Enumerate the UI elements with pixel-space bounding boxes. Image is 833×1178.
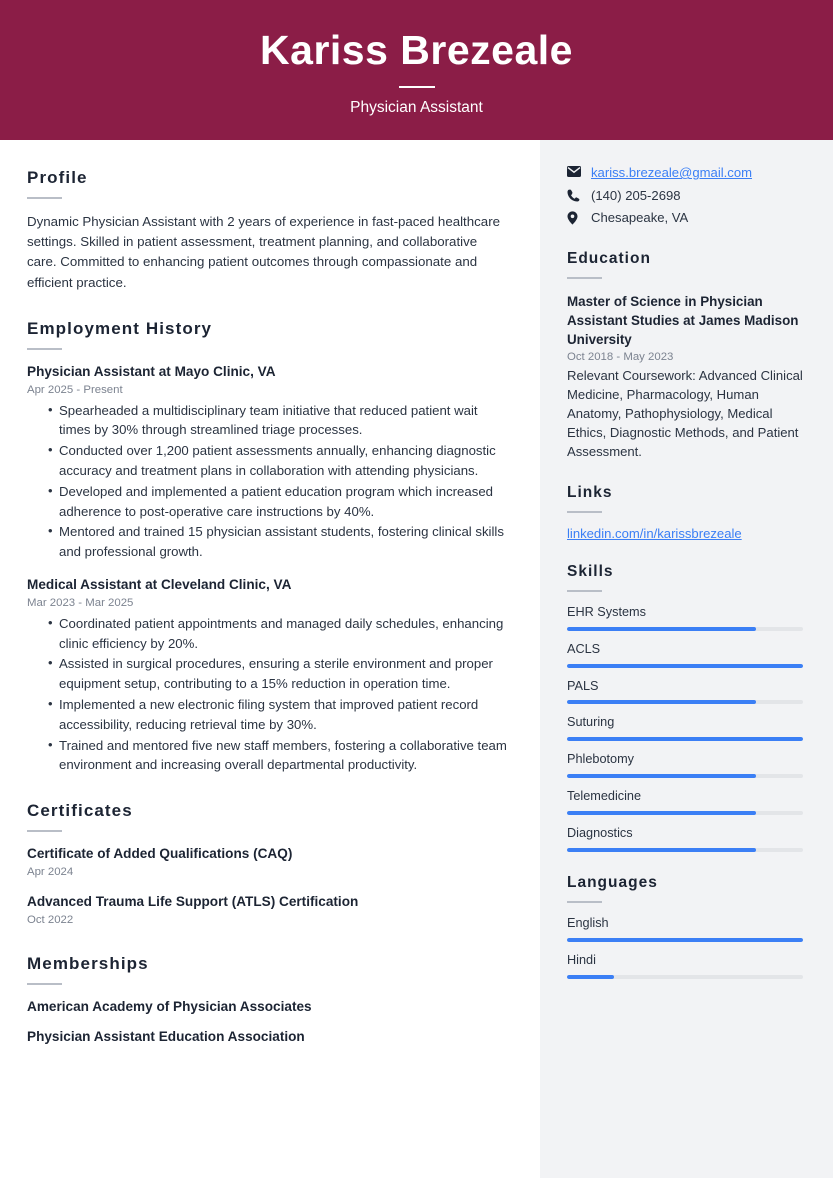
section-rule [27, 830, 62, 832]
skill-item-fill [567, 627, 756, 631]
languages-section [567, 874, 803, 979]
section-rule [27, 983, 62, 985]
certificate-date: Oct 2022 [27, 913, 74, 926]
employment-section [27, 319, 510, 775]
skill-item-fill [567, 664, 803, 668]
membership-title: American Academy of Physician Associates [27, 998, 312, 1014]
main-column [0, 140, 540, 1178]
education-degree: Master of Science in Physician Assistant Studies at James Madison University [567, 293, 799, 347]
email-icon [567, 164, 584, 177]
language-item [567, 916, 803, 942]
skill-item-label: EHR Systems [567, 604, 646, 619]
memberships-heading: Memberships [27, 953, 149, 973]
language-item [567, 953, 803, 979]
skill-item-label: Telemedicine [567, 789, 642, 804]
language-item-track [567, 938, 803, 942]
sidebar-column [540, 140, 833, 1178]
candidate-job-title: Physician Assistant [350, 98, 483, 116]
linkedin-link[interactable]: linkedin.com/in/karissbrezeale [567, 525, 742, 541]
certificate-entry [27, 845, 510, 880]
membership-title: Physician Assistant Education Association [27, 1029, 305, 1045]
skills-list [567, 605, 803, 852]
memberships-section [27, 954, 510, 1046]
job-bullets [27, 614, 510, 775]
section-rule [567, 901, 602, 903]
job-bullet: • Trained and mentored five new staff members, fostering a collaborative team environment and increasing overall departmental productivity. [48, 736, 510, 776]
job-title: Physician Assistant at Mayo Clinic, VA [27, 363, 276, 379]
contact-location-row [567, 209, 803, 228]
contact-phone-row [567, 187, 803, 206]
certificate-entry [27, 893, 510, 928]
contact-email-row [567, 164, 803, 183]
job-bullet: • Developed and implemented a patient education program which increased adherence to post-operative care instructions by 40%. [48, 482, 510, 522]
skill-item-track [567, 700, 803, 704]
education-date: Oct 2018 - May 2023 [567, 350, 674, 363]
profile-heading: Profile [27, 168, 88, 187]
skill-item-track [567, 774, 803, 778]
skill-item-track [567, 627, 803, 631]
candidate-name: Kariss Brezeale [260, 27, 573, 74]
education-heading: Education [567, 249, 651, 267]
skill-item-label: ACLS [567, 641, 601, 656]
phone-value: (140) 205-2698 [591, 187, 681, 203]
profile-section [27, 168, 510, 293]
phone-icon [567, 187, 584, 202]
certificate-date: Apr 2024 [27, 866, 74, 879]
certificate-title: Certificate of Added Qualifications (CAQ) [27, 846, 293, 862]
job-bullet: • Implemented a new electronic filing system that improved patient record accessibility, reducing retrieval time by 30%. [48, 695, 510, 735]
skill-item-label: Phlebotomy [567, 752, 634, 767]
education-description: Relevant Coursework: Advanced Clinical Medicine, Pharmacology, Human Anatomy, Pathophysiology, Medical Ethics, Diagnostic Methods, and Patient Assessment. [567, 367, 803, 459]
email-link[interactable]: kariss.brezeale@gmail.com [591, 165, 753, 180]
section-rule [27, 197, 62, 199]
skill-item [567, 752, 803, 778]
job-title: Medical Assistant at Cleveland Clinic, VA [27, 576, 292, 592]
contact-list [567, 164, 803, 228]
location-pin-icon [567, 209, 584, 225]
language-item-label: Hindi [567, 952, 596, 967]
skill-item-label: Diagnostics [567, 826, 633, 840]
employment-entry [27, 363, 510, 562]
job-bullet: • Mentored and trained 15 physician assistant students, fostering clinical skills and professional growth. [48, 522, 510, 562]
certificates-section [27, 801, 510, 928]
language-item-label: English [567, 915, 609, 930]
section-rule [567, 590, 602, 592]
job-bullet: • Coordinated patient appointments and managed daily schedules, enhancing clinic efficiency by 20%. [48, 614, 510, 654]
links-heading: Links [567, 483, 613, 501]
skill-item-fill [567, 737, 803, 741]
skill-item-track [567, 811, 803, 815]
section-rule [567, 277, 602, 279]
resume-body [0, 140, 833, 1178]
skills-heading: Skills [567, 562, 614, 580]
language-item-fill [567, 975, 614, 979]
skill-item [567, 642, 803, 668]
skill-item-track [567, 664, 803, 668]
skill-item-track [567, 848, 803, 852]
skill-item-fill [567, 774, 756, 778]
languages-heading: Languages [567, 873, 658, 891]
section-rule [27, 348, 62, 350]
job-date: Apr 2025 - Present [27, 383, 123, 396]
job-bullet: • Spearheaded a multidisciplinary team initiative that reduced patient wait times by 30% through streamlined triage processes. [48, 401, 510, 441]
job-bullets [27, 401, 510, 562]
skill-item [567, 826, 803, 852]
education-section [567, 250, 803, 462]
employment-heading: Employment History [27, 318, 213, 338]
skill-item-fill [567, 700, 756, 704]
resume-header [0, 0, 833, 140]
job-bullet: • Conducted over 1,200 patient assessments annually, enhancing diagnostic accuracy and treatment plans in collaboration with attending physicians. [48, 441, 510, 481]
links-section [567, 484, 803, 541]
languages-list [567, 916, 803, 979]
language-item-track [567, 975, 803, 979]
skill-item [567, 605, 803, 631]
skills-section [567, 563, 803, 852]
skill-item-fill [567, 811, 756, 815]
certificates-heading: Certificates [27, 801, 133, 821]
skill-item-fill [567, 848, 756, 852]
skill-item [567, 789, 803, 815]
profile-text: Dynamic Physician Assistant with 2 years of experience in fast-paced healthcare settings. Skilled in patient assessment, treatment planning, and collaborative care. Committed to enhancing patient outcomes through compassionate and efficient practice. [27, 214, 501, 290]
job-bullet: • Assisted in surgical procedures, ensuring a sterile environment and proper equipment setup, contributing to a 15% reduction in operation time. [48, 654, 510, 694]
certificate-title: Advanced Trauma Life Support (ATLS) Certification [27, 893, 359, 909]
header-divider [399, 86, 435, 88]
language-item-fill [567, 938, 803, 942]
location-value: Chesapeake, VA [591, 210, 689, 226]
job-date: Mar 2023 - Mar 2025 [27, 596, 134, 609]
skill-item [567, 715, 803, 741]
skill-item-label: Suturing [567, 715, 615, 730]
section-rule [567, 511, 602, 513]
skill-item-track [567, 737, 803, 741]
skill-item-label: PALS [567, 678, 599, 693]
skill-item [567, 679, 803, 705]
employment-entry [27, 576, 510, 775]
